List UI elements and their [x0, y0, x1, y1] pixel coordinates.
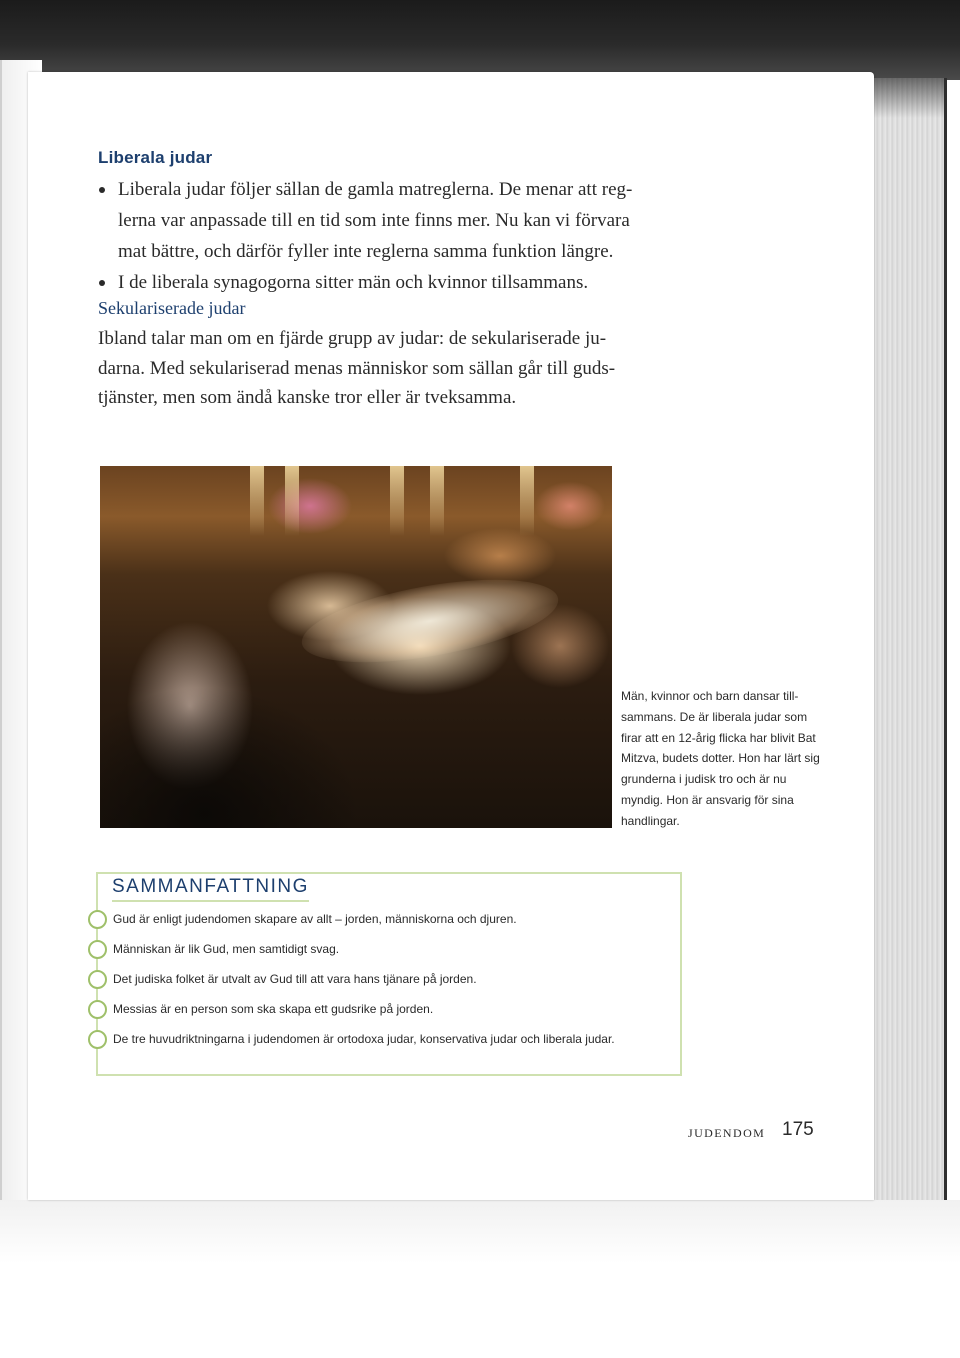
circle-bullet-icon	[88, 1030, 107, 1049]
summary-list	[88, 908, 678, 1058]
page-number: 175	[782, 1119, 814, 1140]
photo-caption: Män, kvinnor och barn dansar till-sammans. De är liberala judar som firar att en 12-årig flicka har blivit Bat Mitzva, budets dotter. Hon har lärt sig grunderna i judisk tro och är nu myndig. Hon är ansvarig för sina handlingar.	[621, 689, 820, 828]
bullet-dot-icon	[99, 187, 105, 193]
bullet-item	[98, 174, 638, 267]
summary-item	[88, 998, 678, 1028]
bullet-text: I de liberala synagogorna sitter män och kvinnor tillsammans.	[118, 272, 589, 293]
summary-item	[88, 938, 678, 968]
summary-item	[88, 1028, 678, 1058]
photo-light-stripe	[430, 466, 444, 536]
photo-light-stripe	[390, 466, 404, 536]
photo-motion-blur	[296, 564, 564, 678]
photo-light-stripe	[520, 466, 534, 536]
photo-light-stripe	[250, 466, 264, 536]
heading-secular-jews: Sekulariserade judar	[98, 298, 246, 318]
circle-bullet-icon	[88, 910, 107, 929]
summary-item-text: De tre huvudriktningarna i judendomen är ortodoxa judar, konservativa judar och liberala judar.	[113, 1032, 615, 1046]
photo-foreground-figure	[100, 686, 360, 828]
circle-bullet-icon	[88, 970, 107, 989]
summary-item-text: Det judiska folket är utvalt av Gud till att vara hans tjänare på jorden.	[113, 972, 477, 986]
summary-item-text: Gud är enligt judendomen skapare av allt – jorden, människorna och djuren.	[113, 912, 517, 926]
dancing-celebration-photo	[100, 466, 612, 828]
summary-item	[88, 908, 678, 938]
bullet-text: Liberala judar följer sällan de gamla matreglerna. De menar att reg-lerna var anpassade till en tid som inte finns mer. Nu kan vi förvara mat bättre, och därför fyller inte reglerna samma funktion längre.	[118, 179, 633, 262]
summary-item-text: Messias är en person som ska skapa ett gudsrike på jorden.	[113, 1002, 434, 1016]
summary-title: SAMMANFATTNING	[112, 876, 309, 902]
book-page-stack	[870, 78, 947, 1200]
bullet-dot-icon	[99, 280, 105, 286]
circle-bullet-icon	[88, 1000, 107, 1019]
summary-item	[88, 968, 678, 998]
summary-item-text: Människan är lik Gud, men samtidigt svag.	[113, 942, 340, 956]
circle-bullet-icon	[88, 940, 107, 959]
heading-liberal-jews: Liberala judar	[98, 148, 213, 167]
photo-light-stripe	[285, 466, 299, 536]
secular-jews-paragraph: Ibland talar man om en fjärde grupp av judar: de sekulariserade ju-darna. Med sekulariserad menas människor som sällan går till guds-tjänster, men som ändå kanske tror eller är tveksamma.	[98, 328, 616, 408]
bullet-item	[98, 267, 638, 298]
running-footer-section: JUDENDOM	[688, 1126, 766, 1140]
liberal-jews-bullet-list	[98, 174, 638, 298]
scan-background-top	[0, 0, 960, 80]
scan-background-bottom	[0, 1200, 960, 1358]
